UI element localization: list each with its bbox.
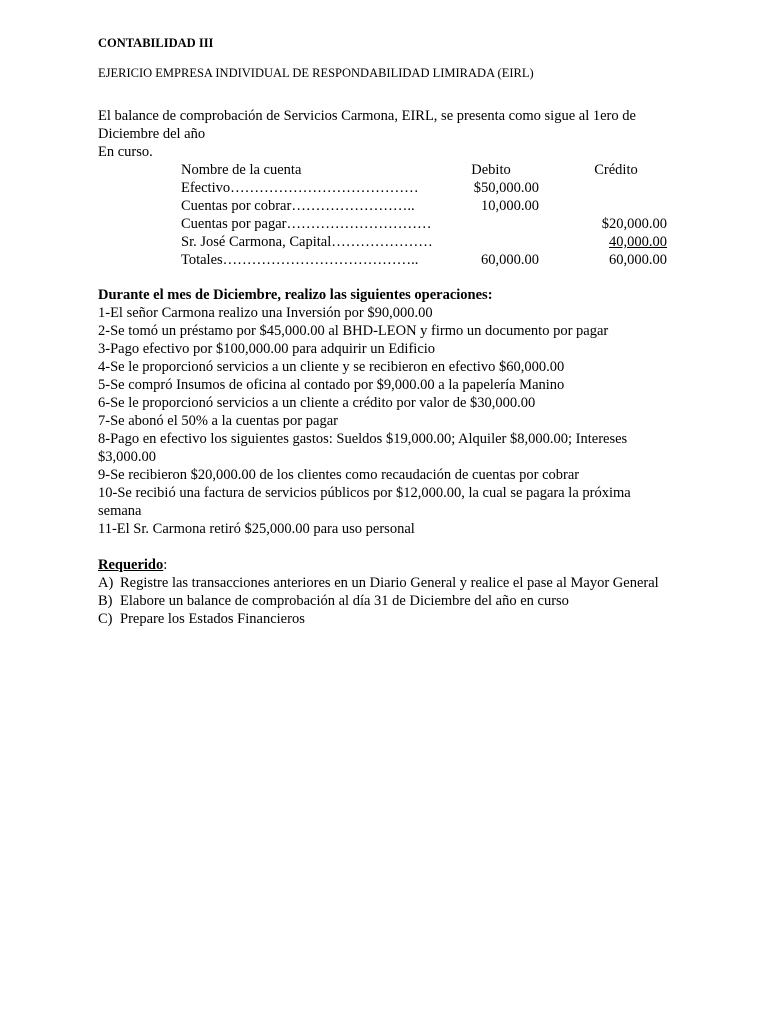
account-name: Cuentas por cobrar…………………….. xyxy=(181,198,415,214)
document-subtitle: EJERICIO EMPRESA INDIVIDUAL DE RESPONDABILIDAD LIMIRADA (EIRL) xyxy=(98,66,534,80)
list-item: 7-Se abonó el 50% a la cuentas por pagar xyxy=(98,413,338,429)
list-item: 8-Pago en efectivo los siguientes gastos: Sueldos $19,000.00; Alquiler $8,000.00; Intereses $3,000.00 xyxy=(98,431,628,465)
account-name: Cuentas por pagar………………………… xyxy=(181,216,432,232)
item-text: Elabore un balance de comprobación al día 31 de Diciembre del año en curso xyxy=(120,593,569,609)
table-row xyxy=(181,197,667,215)
item-text: Prepare los Estados Financieros xyxy=(120,611,305,627)
account-name: Sr. José Carmona, Capital………………… xyxy=(181,234,433,250)
list-item: 4-Se le proporcionó servicios a un cliente y se recibieron en efectivo $60,000.00 xyxy=(98,359,565,375)
debit-value: 10,000.00 xyxy=(481,198,539,214)
intro-text-continued: En curso. xyxy=(98,144,153,160)
item-letter: C) xyxy=(98,611,113,627)
required-heading xyxy=(98,556,698,574)
debit-value xyxy=(433,233,539,251)
list-item: 5-Se compró Insumos de oficina al contado por $9,000.00 a la papelería Manino xyxy=(98,377,565,393)
credit-value: $20,000.00 xyxy=(601,216,667,232)
table-header-row xyxy=(181,161,667,179)
document-page xyxy=(98,36,698,628)
item-text: Registre las transacciones anteriores en un Diario General y realice el pase al Mayor General xyxy=(120,575,659,591)
list-item: 1-El señor Carmona realizo una Inversión por $90,000.00 xyxy=(98,305,433,321)
list-item: 3-Pago efectivo por $100,000.00 para adquirir un Edificio xyxy=(98,341,436,357)
list-item: 2-Se tomó un préstamo por $45,000.00 al BHD-LEON y firmo un documento por pagar xyxy=(98,323,609,339)
totals-credit: 60,000.00 xyxy=(609,252,667,268)
credit-value: 40,000.00 xyxy=(609,234,667,250)
table-row xyxy=(181,179,667,197)
item-letter: B) xyxy=(98,593,113,609)
list-item xyxy=(98,574,668,592)
list-item: 9-Se recibieron $20,000.00 de los clientes como recaudación de cuentas por cobrar xyxy=(98,467,580,483)
totals-debit: 60,000.00 xyxy=(481,252,539,268)
list-item: 6-Se le proporcionó servicios a un cliente a crédito por valor de $30,000.00 xyxy=(98,395,536,411)
required-colon: : xyxy=(163,557,168,573)
required-list xyxy=(98,574,698,628)
trial-balance-table xyxy=(181,161,667,269)
header-credit: Crédito xyxy=(594,162,638,178)
intro-paragraph xyxy=(98,107,668,161)
list-item: 11-El Sr. Carmona retiró $25,000.00 para uso personal xyxy=(98,521,415,537)
credit-value xyxy=(539,197,667,215)
table-row xyxy=(181,215,667,233)
account-name: Efectivo………………………………… xyxy=(181,180,419,196)
list-item: 10-Se recibió una factura de servicios públicos por $12,000.00, la cual se pagara la próxima semana xyxy=(98,485,631,519)
list-item xyxy=(98,592,668,610)
header-account-name: Nombre de la cuenta xyxy=(181,162,302,178)
totals-label: Totales………………………………….. xyxy=(181,252,419,268)
operations-list xyxy=(98,304,668,538)
table-row xyxy=(181,233,667,251)
header-debit: Debito xyxy=(471,162,511,178)
credit-value xyxy=(539,179,667,197)
document-title: CONTABILIDAD III xyxy=(98,36,214,50)
debit-value xyxy=(433,215,539,233)
list-item xyxy=(98,610,668,628)
operations-heading: Durante el mes de Diciembre, realizo las siguientes operaciones: xyxy=(98,287,493,303)
required-label: Requerido xyxy=(98,557,164,573)
intro-text: El balance de comprobación de Servicios Carmona, EIRL, se presenta como sigue al 1ero de Diciembre del año xyxy=(98,108,636,142)
debit-value: $50,000.00 xyxy=(473,180,539,196)
item-letter: A) xyxy=(98,575,114,591)
totals-row xyxy=(181,251,667,269)
